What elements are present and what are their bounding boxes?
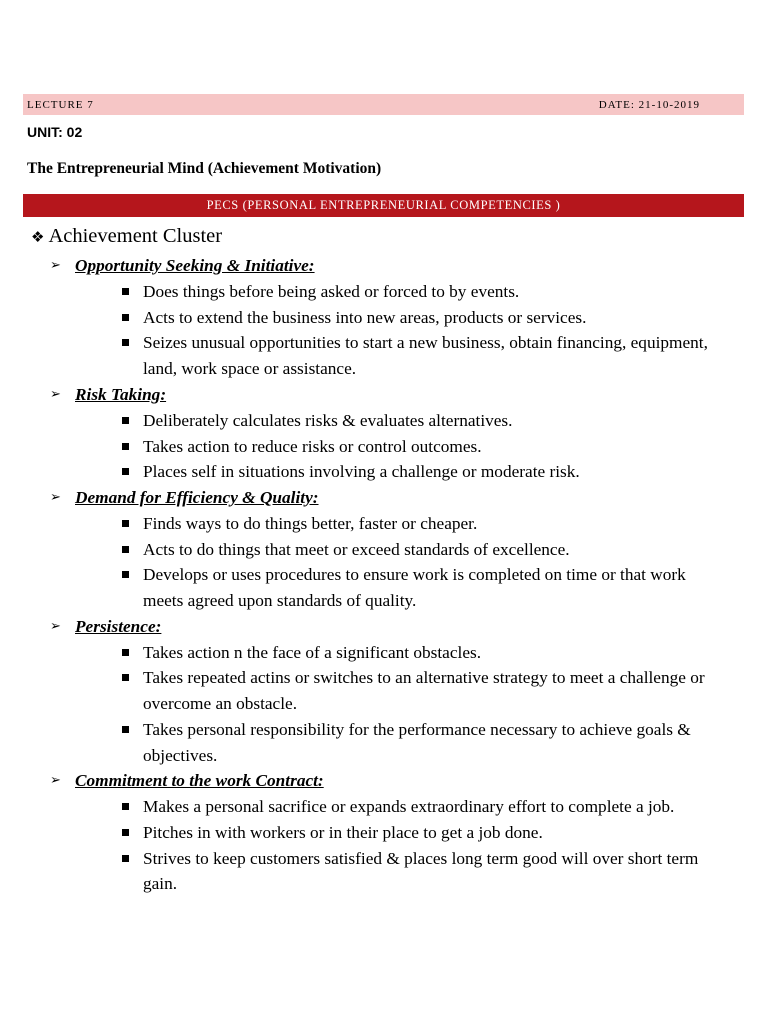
section-title: Persistence:: [75, 616, 162, 636]
section-heading: [0, 768, 768, 794]
cluster-title: Achievement Cluster: [48, 225, 223, 247]
list-item-text: Develops or uses procedures to ensure work is completed on time or that work meets agreed upon standards of quality.: [143, 565, 686, 611]
list-item: [0, 305, 768, 331]
section-title: Demand for Efficiency & Quality:: [75, 487, 319, 507]
square-bullet-icon: [122, 571, 129, 578]
list-item-text: Deliberately calculates risks & evaluates alternatives.: [143, 410, 513, 430]
square-bullet-icon: [122, 288, 129, 295]
list-item-text: Does things before being asked or forced to by events.: [143, 282, 520, 301]
square-bullet-icon: [122, 649, 129, 656]
arrow-bullet-icon: ➢: [50, 258, 61, 273]
section-heading: [0, 485, 768, 511]
square-bullet-icon: [122, 726, 129, 733]
arrow-bullet-icon: ➢: [50, 773, 61, 789]
list-item: [0, 511, 768, 537]
section-list: [0, 253, 768, 897]
list-item: [0, 408, 768, 434]
unit-label: UNIT: 02: [27, 124, 83, 140]
lecture-label: LECTURE 7: [27, 98, 94, 111]
list-item-text: Takes repeated actins or switches to an alternative strategy to meet a challenge or overcome an obstacle.: [143, 668, 705, 714]
square-bullet-icon: [122, 546, 129, 553]
square-bullet-icon: [122, 314, 129, 321]
list-item-text: Acts to extend the business into new areas, products or services.: [143, 307, 587, 327]
list-item-text: Takes action to reduce risks or control outcomes.: [143, 436, 482, 456]
section-commitment: [0, 768, 768, 897]
lecture-header-bar: [23, 94, 744, 115]
square-bullet-icon: [122, 829, 129, 836]
pecs-banner-text: PECS (PERSONAL ENTREPRENEURIAL COMPETENCIES ): [206, 198, 561, 212]
section-efficiency-quality: [0, 485, 768, 614]
section-persistence: [0, 614, 768, 769]
page-title: The Entrepreneurial Mind (Achievement Motivation): [27, 160, 382, 177]
section-risk-taking: [0, 382, 768, 485]
list-item-text: Takes personal responsibility for the performance necessary to achieve goals & objectives.: [143, 719, 691, 765]
arrow-bullet-icon: ➢: [50, 618, 61, 634]
list-item: [0, 794, 768, 820]
list-item-text: Pitches in with workers or in their place to get a job done.: [143, 822, 543, 842]
list-item: [0, 846, 768, 897]
list-item-text: Strives to keep customers satisfied & places long term good will over short term gain.: [143, 848, 699, 894]
date-label: DATE: 21-10-2019: [598, 98, 700, 111]
list-item: [0, 562, 768, 613]
pecs-banner: [23, 194, 744, 217]
square-bullet-icon: [122, 674, 129, 681]
list-item: [0, 434, 768, 460]
list-item: [0, 459, 768, 485]
square-bullet-icon: [122, 468, 129, 475]
list-item-text: Finds ways to do things better, faster or cheaper.: [143, 513, 478, 533]
list-item-text: Makes a personal sacrifice or expands extraordinary effort to complete a job.: [143, 797, 675, 817]
list-item: [0, 279, 768, 305]
list-item: [0, 330, 768, 381]
section-title: Risk Taking:: [75, 384, 167, 404]
list-item-text: Takes action n the face of a significant obstacles.: [143, 642, 482, 662]
list-item: [0, 717, 768, 768]
square-bullet-icon: [122, 803, 129, 810]
square-bullet-icon: [122, 417, 129, 424]
arrow-bullet-icon: ➢: [50, 386, 61, 402]
square-bullet-icon: [122, 520, 129, 527]
section-heading: [0, 382, 768, 408]
square-bullet-icon: [122, 443, 129, 450]
square-bullet-icon: [122, 855, 129, 862]
cluster-heading: [31, 225, 222, 248]
section-heading: [0, 614, 768, 640]
section-opportunity-seeking: [0, 253, 768, 382]
list-item: [0, 665, 768, 716]
list-item-text: Places self in situations involving a challenge or moderate risk.: [143, 462, 580, 482]
square-bullet-icon: [122, 339, 129, 346]
list-item: [0, 820, 768, 846]
arrow-bullet-icon: ➢: [50, 489, 61, 505]
section-title: Commitment to the work Contract:: [75, 771, 324, 791]
section-heading: [0, 253, 768, 279]
list-item-text: Seizes unusual opportunities to start a new business, obtain financing, equipment, land, work space or assistance.: [143, 333, 708, 379]
section-title: Opportunity Seeking & Initiative:: [75, 256, 315, 275]
diamond-bullet-icon: ❖: [31, 227, 45, 246]
list-item: [0, 537, 768, 563]
list-item: [0, 640, 768, 666]
list-item-text: Acts to do things that meet or exceed standards of excellence.: [143, 539, 570, 559]
